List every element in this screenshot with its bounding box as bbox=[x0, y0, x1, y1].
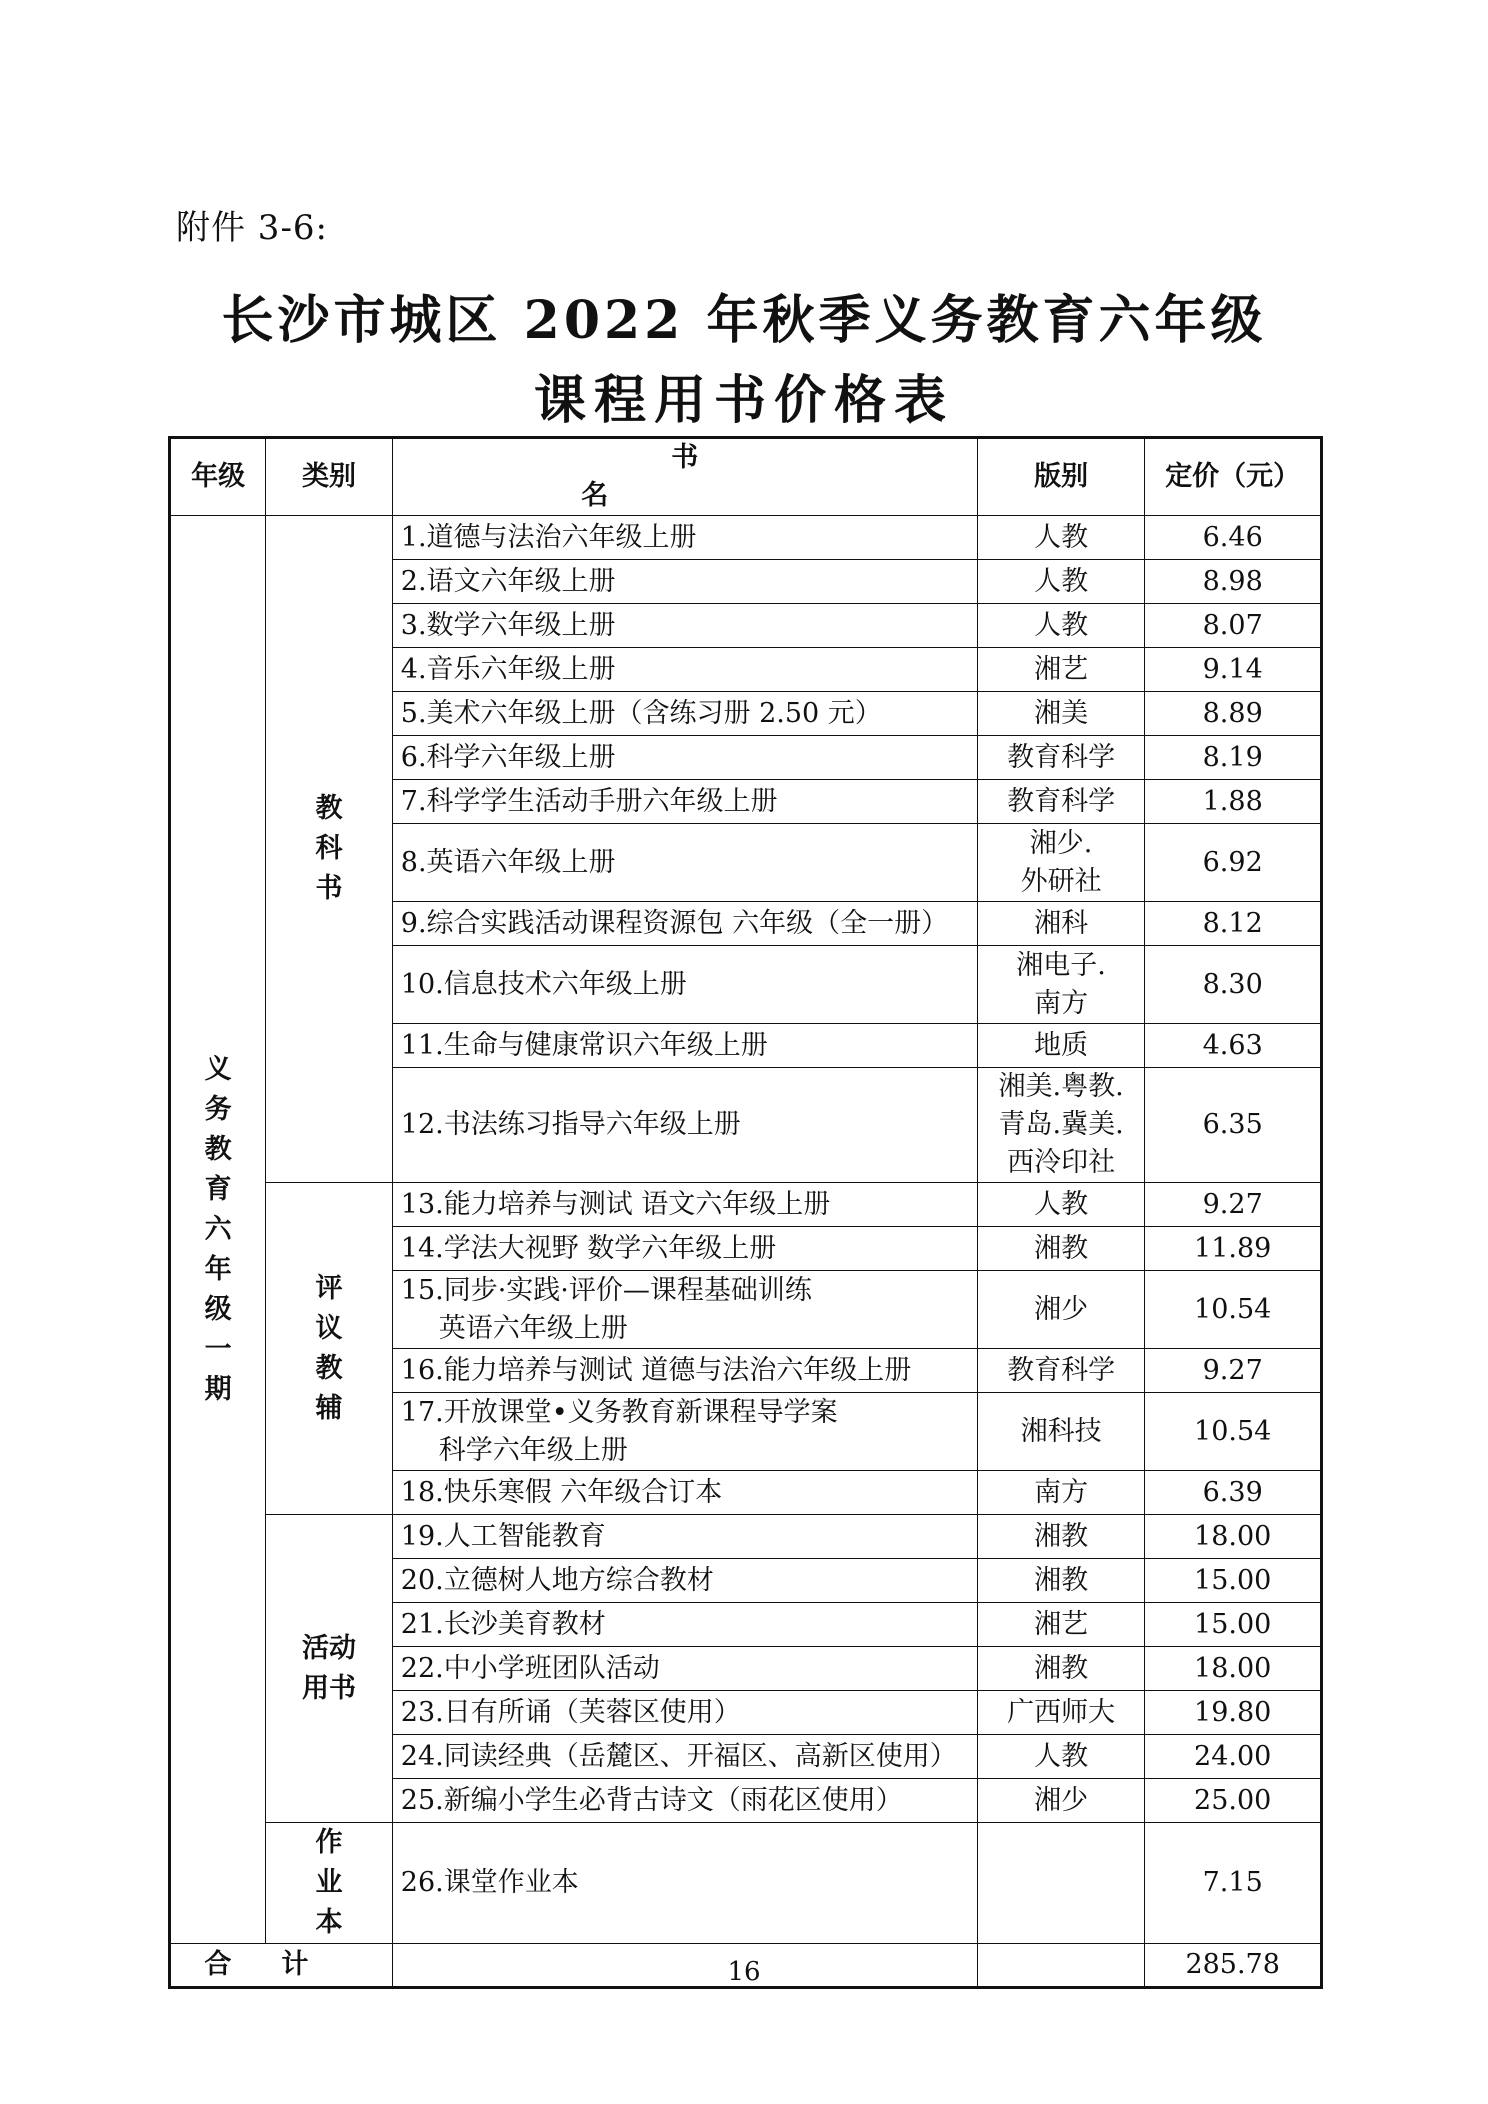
publisher-cell bbox=[977, 1515, 1145, 1559]
publisher-line: 教育科学 bbox=[1007, 1354, 1116, 1386]
book-name-line: 5.美术六年级上册（含练习册 2.50 元） bbox=[400, 697, 882, 729]
book-name-line: 7.科学学生活动手册六年级上册 bbox=[400, 785, 778, 817]
book-name-cell bbox=[392, 516, 977, 560]
publisher-line: 人教 bbox=[1034, 609, 1089, 641]
total-value: 285.78 bbox=[1145, 1944, 1322, 1988]
grade-label: 义务教育六年级一期 bbox=[204, 1053, 232, 1405]
publisher-line: 湘少 bbox=[1034, 1784, 1089, 1816]
publisher-cell bbox=[977, 1393, 1145, 1471]
price-cell: 8.89 bbox=[1145, 692, 1322, 736]
book-name-line: 6.科学六年级上册 bbox=[400, 741, 616, 773]
publisher-line: 湘美 bbox=[1034, 697, 1089, 729]
price-cell: 8.98 bbox=[1145, 560, 1322, 604]
category-label: 活动用书 bbox=[302, 1632, 357, 1704]
publisher-cell bbox=[977, 692, 1145, 736]
publisher-cell bbox=[977, 1647, 1145, 1691]
publisher-cell bbox=[977, 1691, 1145, 1735]
category-cell bbox=[266, 516, 392, 1183]
book-name-line: 2.语文六年级上册 bbox=[400, 565, 616, 597]
book-name-line: 8.英语六年级上册 bbox=[400, 846, 616, 878]
book-name-cell bbox=[392, 560, 977, 604]
document-title-line2: 课程用书价格表 bbox=[533, 370, 954, 431]
publisher-line: 湘教 bbox=[1034, 1652, 1089, 1684]
publisher-line: 湘艺 bbox=[1034, 1608, 1089, 1640]
book-name-cell bbox=[392, 1393, 977, 1471]
publisher-line: 人教 bbox=[1034, 1740, 1089, 1772]
table-row bbox=[170, 1823, 1322, 1944]
price-cell: 6.35 bbox=[1145, 1068, 1322, 1183]
publisher-line: 湘教 bbox=[1034, 1520, 1089, 1552]
publisher-line: 湘少. bbox=[1029, 827, 1093, 859]
category-cell bbox=[266, 1183, 392, 1515]
publisher-line: 湘教 bbox=[1034, 1564, 1089, 1596]
publisher-cell bbox=[977, 1183, 1145, 1227]
book-name-line: 22.中小学班团队活动 bbox=[400, 1652, 660, 1684]
category-label: 作业本 bbox=[315, 1827, 343, 1938]
book-name-line: 3.数学六年级上册 bbox=[400, 609, 616, 641]
publisher-line: 湘少 bbox=[1034, 1293, 1089, 1325]
publisher-cell bbox=[977, 946, 1145, 1024]
publisher-cell bbox=[977, 604, 1145, 648]
book-name-cell bbox=[392, 736, 977, 780]
book-name-line: 12.书法练习指导六年级上册 bbox=[400, 1109, 741, 1140]
book-name-line: 11.生命与健康常识六年级上册 bbox=[400, 1029, 768, 1061]
book-name-cell bbox=[392, 1024, 977, 1068]
publisher-cell bbox=[977, 736, 1145, 780]
attachment-label: 附件 3-6: bbox=[176, 208, 329, 248]
book-name-line: 14.学法大视野 数学六年级上册 bbox=[400, 1232, 777, 1264]
book-name-line: 16.能力培养与测试 道德与法治六年级上册 bbox=[400, 1354, 912, 1386]
price-cell: 24.00 bbox=[1145, 1735, 1322, 1779]
price-cell: 7.15 bbox=[1145, 1823, 1322, 1944]
book-name-cell bbox=[392, 1603, 977, 1647]
document-title-line1: 长沙市城区 2022 年秋季义务教育六年级 bbox=[221, 290, 1267, 351]
publisher-line: 广西师大 bbox=[1007, 1696, 1116, 1728]
price-cell: 4.63 bbox=[1145, 1024, 1322, 1068]
category-label: 教科书 bbox=[315, 793, 343, 904]
price-cell: 8.12 bbox=[1145, 902, 1322, 946]
price-cell: 6.46 bbox=[1145, 516, 1322, 560]
publisher-cell bbox=[977, 902, 1145, 946]
price-cell: 6.92 bbox=[1145, 824, 1322, 902]
publisher-line: 南方 bbox=[1034, 987, 1089, 1019]
header-price: 定价（元） bbox=[1145, 438, 1322, 516]
grade-cell bbox=[170, 516, 266, 1944]
book-name-cell bbox=[392, 1271, 977, 1349]
publisher-line: 青岛.冀美. bbox=[998, 1109, 1124, 1140]
book-name-cell bbox=[392, 1779, 977, 1823]
price-cell: 8.07 bbox=[1145, 604, 1322, 648]
publisher-cell bbox=[977, 1068, 1145, 1183]
table-header-row bbox=[170, 438, 1322, 516]
publisher-line: 人教 bbox=[1034, 1188, 1089, 1220]
price-cell: 11.89 bbox=[1145, 1227, 1322, 1271]
header-book-name bbox=[392, 438, 977, 516]
publisher-line: 湘教 bbox=[1034, 1232, 1089, 1264]
price-cell: 9.27 bbox=[1145, 1349, 1322, 1393]
book-name-line: 26.课堂作业本 bbox=[400, 1867, 579, 1898]
book-name-line: 1.道德与法治六年级上册 bbox=[400, 521, 697, 553]
publisher-cell bbox=[977, 1559, 1145, 1603]
book-name-cell bbox=[392, 1559, 977, 1603]
book-name-cell bbox=[392, 780, 977, 824]
publisher-line: 湘科 bbox=[1034, 907, 1089, 939]
book-name-cell bbox=[392, 1823, 977, 1944]
publisher-cell bbox=[977, 1349, 1145, 1393]
table-row bbox=[170, 1515, 1322, 1559]
book-name-cell bbox=[392, 1227, 977, 1271]
book-name-cell bbox=[392, 1735, 977, 1779]
book-name-cell bbox=[392, 1349, 977, 1393]
publisher-cell bbox=[977, 1779, 1145, 1823]
price-cell: 8.19 bbox=[1145, 736, 1322, 780]
publisher-cell bbox=[977, 1823, 1145, 1944]
publisher-cell bbox=[977, 516, 1145, 560]
book-name-line: 科学六年级上册 bbox=[438, 1434, 628, 1466]
book-name-cell bbox=[392, 1515, 977, 1559]
publisher-cell bbox=[977, 648, 1145, 692]
price-cell: 18.00 bbox=[1145, 1647, 1322, 1691]
book-name-cell bbox=[392, 1647, 977, 1691]
book-name-line: 4.音乐六年级上册 bbox=[400, 653, 616, 685]
book-name-cell bbox=[392, 692, 977, 736]
book-name-line: 18.快乐寒假 六年级合订本 bbox=[400, 1476, 723, 1508]
publisher-line: 湘美.粤教. bbox=[998, 1071, 1124, 1102]
publisher-line: 外研社 bbox=[1020, 865, 1102, 897]
publisher-cell bbox=[977, 1227, 1145, 1271]
price-cell: 10.54 bbox=[1145, 1271, 1322, 1349]
publisher-line: 人教 bbox=[1034, 565, 1089, 597]
book-name-line: 21.长沙美育教材 bbox=[400, 1608, 606, 1640]
publisher-cell bbox=[977, 1603, 1145, 1647]
publisher-cell bbox=[977, 560, 1145, 604]
publisher-cell bbox=[977, 780, 1145, 824]
publisher-cell bbox=[977, 1735, 1145, 1779]
book-name-cell bbox=[392, 604, 977, 648]
header-publisher: 版别 bbox=[977, 438, 1145, 516]
header-category: 类别 bbox=[266, 438, 392, 516]
book-name-cell bbox=[392, 946, 977, 1024]
price-cell: 15.00 bbox=[1145, 1559, 1322, 1603]
publisher-line: 南方 bbox=[1034, 1476, 1089, 1508]
publisher-line: 人教 bbox=[1034, 521, 1089, 553]
publisher-cell bbox=[977, 1471, 1145, 1515]
price-cell: 1.88 bbox=[1145, 780, 1322, 824]
book-name-cell bbox=[392, 902, 977, 946]
table-body bbox=[170, 516, 1322, 1988]
price-cell: 19.80 bbox=[1145, 1691, 1322, 1735]
price-cell: 10.54 bbox=[1145, 1393, 1322, 1471]
publisher-line: 西泠印社 bbox=[1007, 1147, 1116, 1178]
publisher-line: 湘艺 bbox=[1034, 653, 1089, 685]
price-cell: 18.00 bbox=[1145, 1515, 1322, 1559]
book-name-cell bbox=[392, 1068, 977, 1183]
category-cell bbox=[266, 1823, 392, 1944]
header-grade: 年级 bbox=[170, 438, 266, 516]
book-name-line: 20.立德树人地方综合教材 bbox=[400, 1564, 714, 1596]
header-book-name-text: 书名 bbox=[581, 442, 879, 511]
total-label: 合计 bbox=[170, 1944, 393, 1988]
book-name-cell bbox=[392, 1691, 977, 1735]
book-name-line: 25.新编小学生必背古诗文（雨花区使用） bbox=[400, 1784, 903, 1816]
table-row bbox=[170, 516, 1322, 560]
book-name-cell bbox=[392, 824, 977, 902]
price-cell: 6.39 bbox=[1145, 1471, 1322, 1515]
book-name-cell bbox=[392, 1471, 977, 1515]
price-table bbox=[168, 436, 1323, 1989]
price-cell: 8.30 bbox=[1145, 946, 1322, 1024]
book-name-line: 17.开放课堂•义务教育新课程导学案 bbox=[400, 1396, 838, 1428]
book-name-line: 英语六年级上册 bbox=[438, 1312, 628, 1344]
publisher-line: 地质 bbox=[1034, 1029, 1089, 1061]
book-name-line: 24.同读经典（岳麓区、开福区、高新区使用） bbox=[400, 1740, 957, 1772]
book-name-line: 23.日有所诵（芙蓉区使用） bbox=[400, 1696, 741, 1728]
price-cell: 25.00 bbox=[1145, 1779, 1322, 1823]
publisher-line: 湘电子. bbox=[1016, 949, 1106, 981]
book-name-line: 13.能力培养与测试 语文六年级上册 bbox=[400, 1188, 831, 1220]
category-cell bbox=[266, 1515, 392, 1823]
book-name-line: 15.同步·实践·评价—课程基础训练 bbox=[400, 1274, 812, 1306]
book-name-line: 9.综合实践活动课程资源包 六年级（全一册） bbox=[400, 907, 949, 939]
book-name-cell bbox=[392, 648, 977, 692]
price-cell: 9.27 bbox=[1145, 1183, 1322, 1227]
book-name-cell bbox=[392, 1183, 977, 1227]
publisher-line: 湘科技 bbox=[1020, 1415, 1102, 1447]
page-number: 16 bbox=[727, 1957, 761, 1987]
book-name-line: 10.信息技术六年级上册 bbox=[400, 968, 687, 1000]
table-row bbox=[170, 1183, 1322, 1227]
category-label: 评议教辅 bbox=[315, 1272, 343, 1424]
publisher-cell bbox=[977, 1024, 1145, 1068]
price-cell: 9.14 bbox=[1145, 648, 1322, 692]
publisher-cell bbox=[977, 1271, 1145, 1349]
publisher-cell bbox=[977, 824, 1145, 902]
price-cell: 15.00 bbox=[1145, 1603, 1322, 1647]
book-name-line: 19.人工智能教育 bbox=[400, 1520, 606, 1552]
publisher-line: 教育科学 bbox=[1007, 741, 1116, 773]
publisher-line: 教育科学 bbox=[1007, 785, 1116, 817]
